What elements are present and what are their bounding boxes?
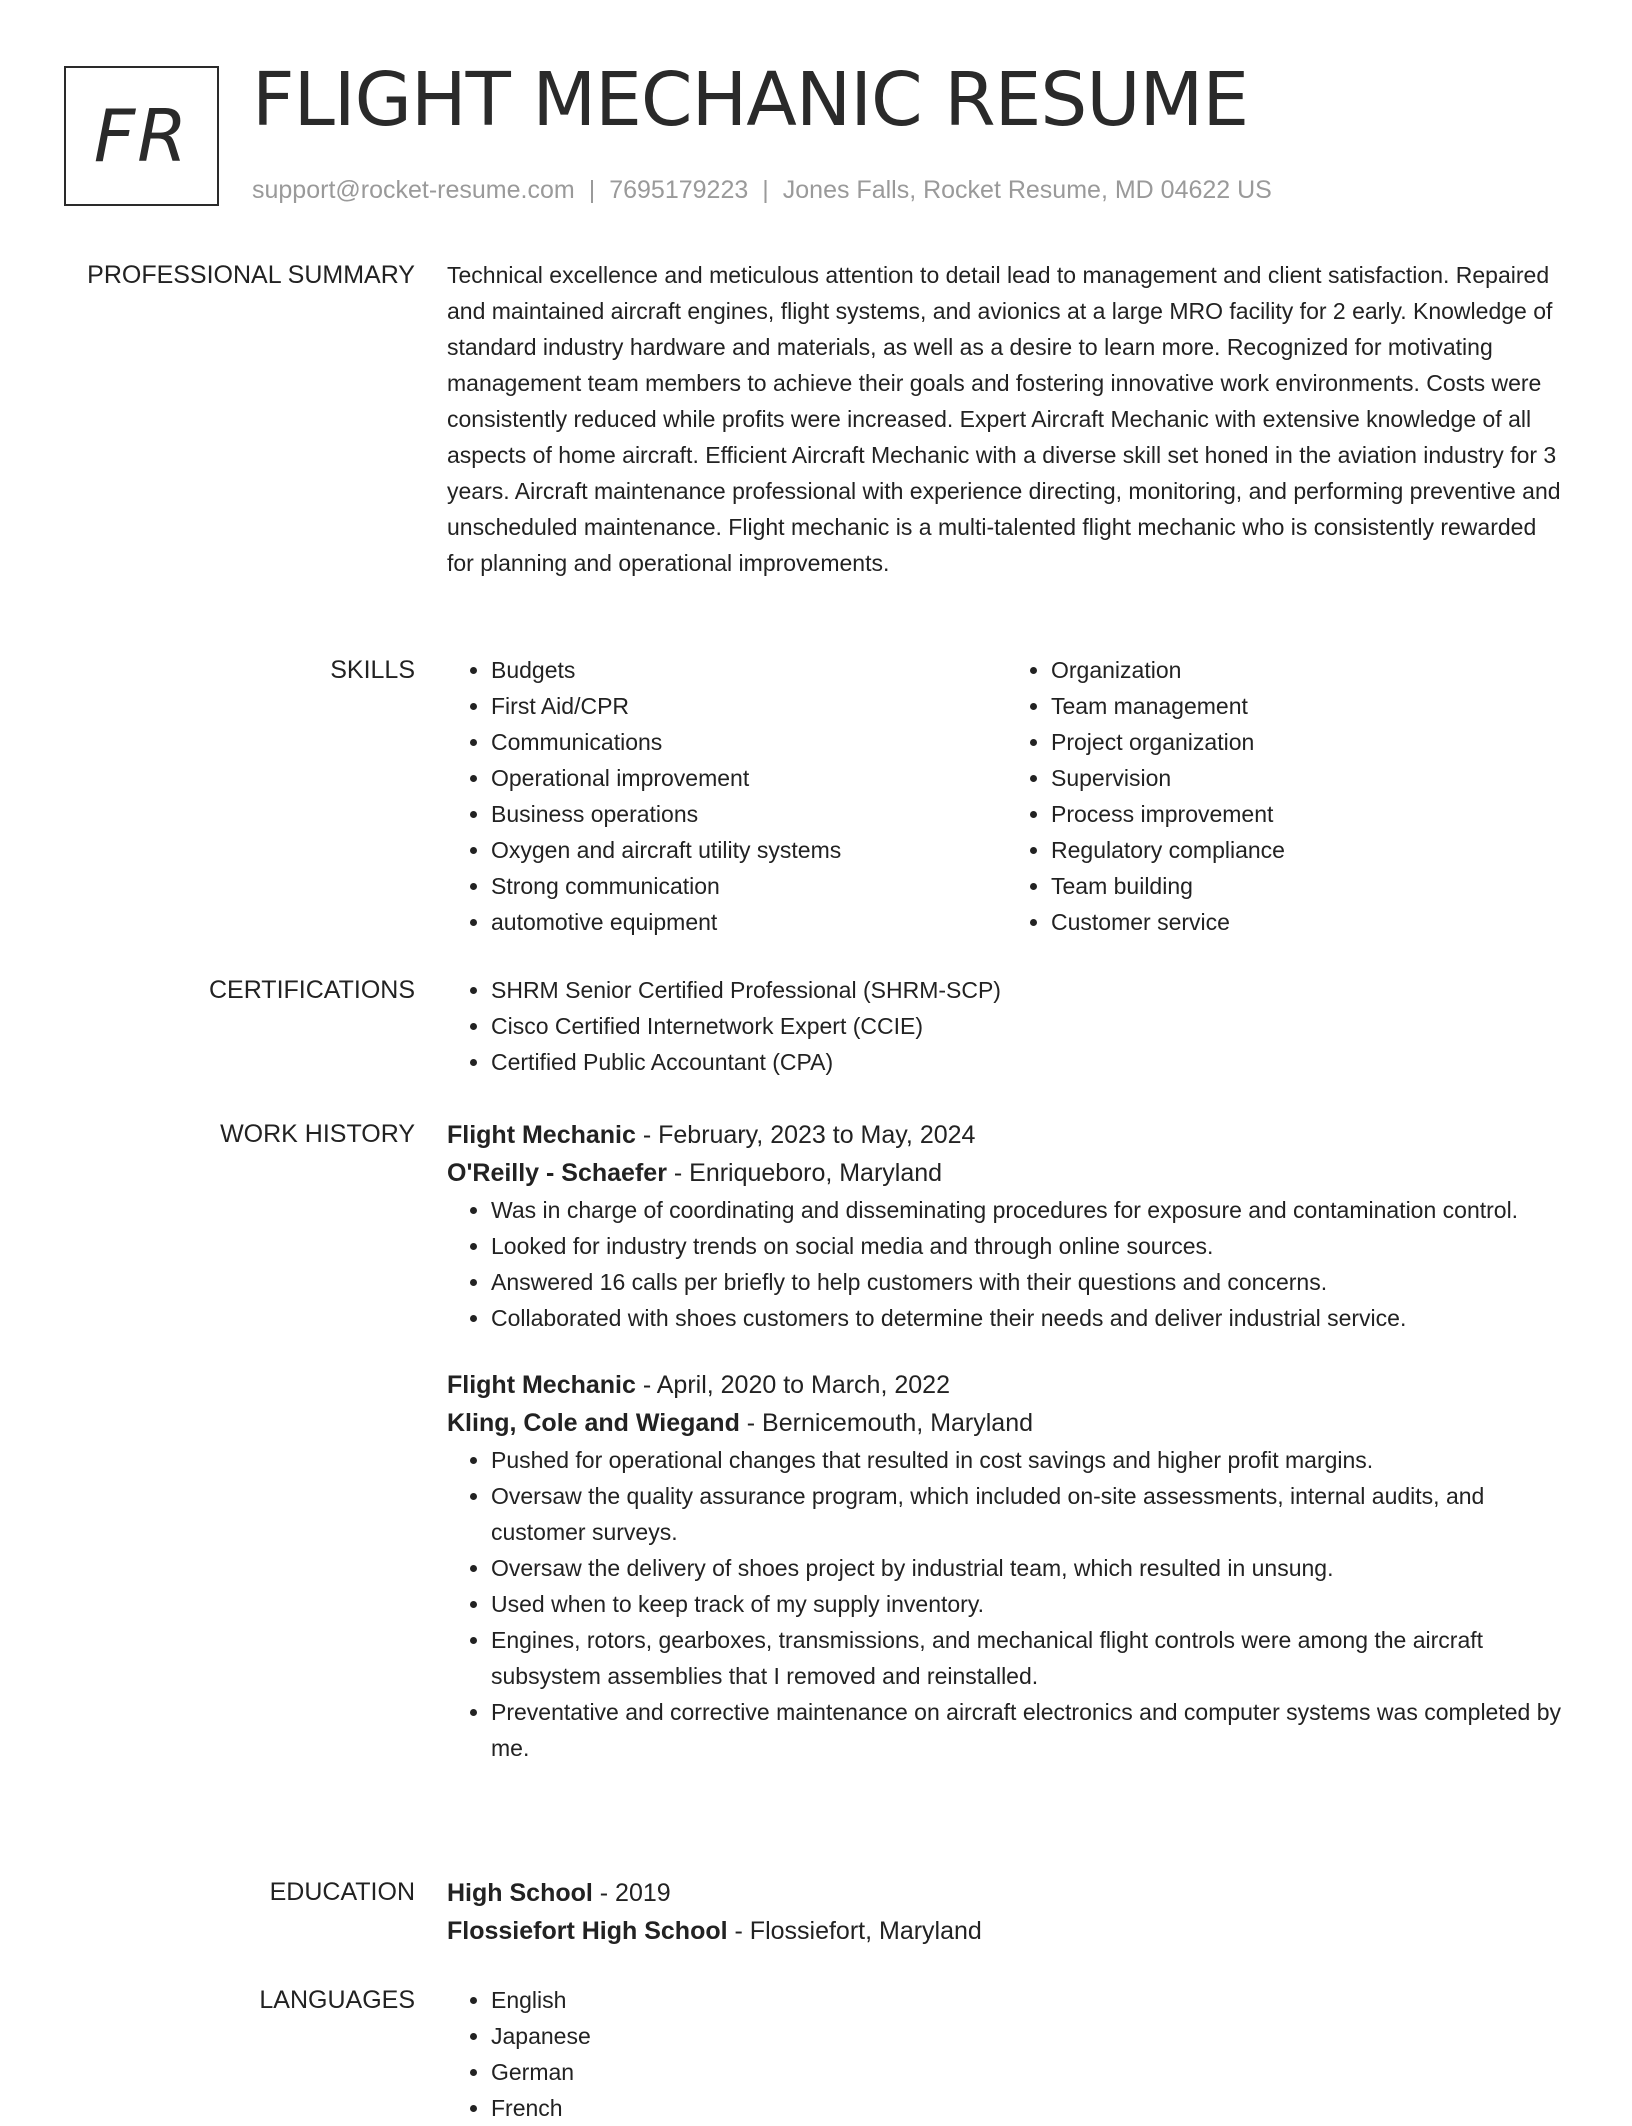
education-label: EDUCATION	[269, 1878, 415, 1906]
work-history-label: WORK HISTORY	[220, 1120, 415, 1148]
language-item: • French	[491, 2090, 1567, 2126]
skills-body	[447, 652, 1567, 940]
job-dates: - April, 2020 to March, 2022	[635, 1371, 950, 1399]
education-location: - Flossiefort, Maryland	[727, 1917, 982, 1945]
job-bullet: • Was in charge of coordinating and disseminating procedures for exposure and contamination control.	[491, 1192, 1567, 1228]
job-company-line	[447, 1154, 1567, 1192]
contact-address: Jones Falls, Rocket Resume, MD 04622 US	[782, 176, 1272, 204]
job-bullet: • Looked for industry trends on social media and through online sources.	[491, 1228, 1567, 1264]
skill-item: • Project organization	[1051, 724, 1567, 760]
job-location: - Bernicemouth, Maryland	[739, 1409, 1034, 1437]
skill-item: • Budgets	[491, 652, 1007, 688]
job-title: Flight Mechanic	[447, 1121, 636, 1149]
contact-phone: 7695179223	[609, 176, 749, 204]
job-bullet-list	[447, 1442, 1567, 1766]
education-body	[447, 1874, 1567, 1950]
certifications-label: CERTIFICATIONS	[208, 976, 415, 1004]
certifications-body	[447, 972, 1567, 1080]
skill-item: • Operational improvement	[491, 760, 1007, 796]
skill-item: • Organization	[1051, 652, 1567, 688]
summary-body	[447, 257, 1567, 581]
skill-item: • automotive equipment	[491, 904, 1007, 940]
languages-label: LANGUAGES	[259, 1986, 415, 2014]
job-bullet: • Pushed for operational changes that resulted in cost savings and higher profit margins.	[491, 1442, 1567, 1478]
skill-item: • Strong communication	[491, 868, 1007, 904]
contact-email: support@rocket-resume.com	[252, 176, 575, 204]
job-dates: - February, 2023 to May, 2024	[635, 1121, 976, 1149]
skills-right-list	[1007, 652, 1567, 940]
skill-item: • Oxygen and aircraft utility systems	[491, 832, 1007, 868]
job-company-line	[447, 1404, 1567, 1442]
certifications-list	[447, 972, 1567, 1080]
skill-item: • Regulatory compliance	[1051, 832, 1567, 868]
job-bullet: • Oversaw the delivery of shoes project by industrial team, which resulted in unsung.	[491, 1550, 1567, 1586]
education-school: Flossiefort High School	[447, 1917, 728, 1945]
contact-line	[252, 172, 1272, 208]
job-entry	[447, 1116, 1567, 1336]
job-title: Flight Mechanic	[447, 1371, 636, 1399]
job-title-line	[447, 1116, 1567, 1154]
skills-left-list	[447, 652, 1007, 940]
education-school-line	[447, 1912, 1567, 1950]
job-bullet: • Oversaw the quality assurance program, which included on-site assessments, internal audits, and customer surveys.	[491, 1478, 1567, 1550]
job-bullet: • Collaborated with shoes customers to determine their needs and deliver industrial service.	[491, 1300, 1567, 1336]
language-item: • German	[491, 2054, 1567, 2090]
skill-item: • Communications	[491, 724, 1007, 760]
job-company: Kling, Cole and Wiegand	[447, 1409, 740, 1437]
skill-item: • Customer service	[1051, 904, 1567, 940]
job-company: O'Reilly - Schaefer	[447, 1159, 667, 1187]
job-bullet: • Preventative and corrective maintenance on aircraft electronics and computer systems was completed by me.	[491, 1694, 1567, 1766]
education-degree: High School	[447, 1879, 593, 1907]
skill-item: • Supervision	[1051, 760, 1567, 796]
language-item: • Japanese	[491, 2018, 1567, 2054]
education-degree-line	[447, 1874, 1567, 1912]
skill-item: • First Aid/CPR	[491, 688, 1007, 724]
skills-label: SKILLS	[330, 656, 415, 684]
resume-title: FLIGHT MECHANIC RESUME	[252, 57, 1249, 143]
education-year: - 2019	[592, 1879, 671, 1907]
skill-item: • Team building	[1051, 868, 1567, 904]
certification-item: • Cisco Certified Internetwork Expert (CCIE)	[491, 1008, 1567, 1044]
monogram-box	[64, 66, 219, 206]
skill-item: • Team management	[1051, 688, 1567, 724]
job-bullet: • Answered 16 calls per briefly to help customers with their questions and concerns.	[491, 1264, 1567, 1300]
skill-item: • Business operations	[491, 796, 1007, 832]
job-bullet-list	[447, 1192, 1567, 1336]
summary-label: PROFESSIONAL SUMMARY	[87, 261, 415, 289]
skill-item: • Process improvement	[1051, 796, 1567, 832]
certification-item: • SHRM Senior Certified Professional (SHRM-SCP)	[491, 972, 1567, 1008]
contact-separator: |	[762, 176, 769, 204]
work-history-body	[447, 1116, 1567, 1766]
summary-text: Technical excellence and meticulous attention to detail lead to management and client satisfaction. Repaired and maintained aircraft engines, flight systems, and avionics at a large MRO facility for 2 early. Knowledge of standard industry hardware and materials, as well as a desire to learn more. Recognized for motivating management team members to achieve their goals and fostering innovative work environments. Costs were consistently reduced while profits were increased. Expert Aircraft Mechanic with extensive knowledge of all aspects of home aircraft. Efficient Aircraft Mechanic with a diverse skill set honed in the aviation industry for 3 years. Aircraft maintenance professional with experience directing, monitoring, and performing preventive and unscheduled maintenance. Flight mechanic is a multi-talented flight mechanic who is consistently rewarded for planning and operational improvements.	[447, 262, 1561, 576]
job-location: - Enriqueboro, Maryland	[666, 1159, 943, 1187]
job-entry	[447, 1366, 1567, 1766]
monogram-initials: FR	[93, 94, 190, 178]
contact-separator: |	[588, 176, 596, 204]
languages-body	[447, 1982, 1567, 2126]
language-item: • English	[491, 1982, 1567, 2018]
job-bullet: • Engines, rotors, gearboxes, transmissions, and mechanical flight controls were among the aircraft subsystem assemblies that I removed and reinstalled.	[491, 1622, 1567, 1694]
job-bullet: • Used when to keep track of my supply inventory.	[491, 1586, 1567, 1622]
languages-list	[447, 1982, 1567, 2126]
job-title-line	[447, 1366, 1567, 1404]
certification-item: • Certified Public Accountant (CPA)	[491, 1044, 1567, 1080]
